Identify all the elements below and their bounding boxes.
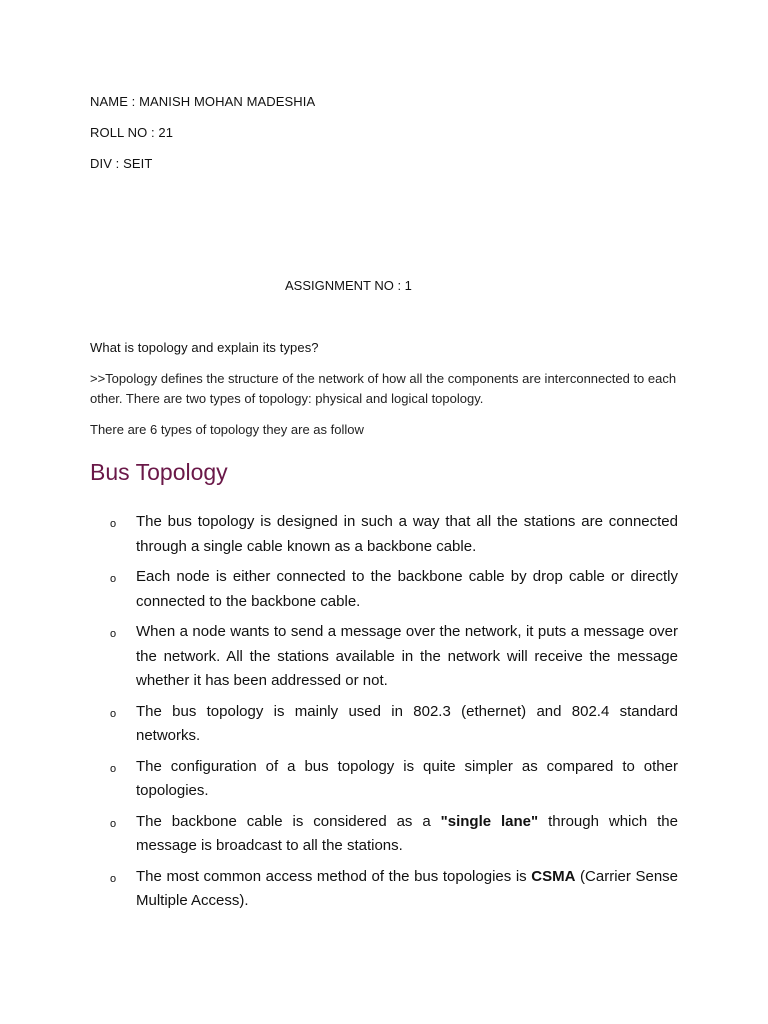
bullet-text-pre: The most common access method of the bus topologies is: [136, 867, 532, 885]
answer-paragraph: >>Topology defines the structure of the network of how all the components are interconnected to each other. There are two types of topology: physical and logical topology.: [90, 371, 677, 406]
bullet-list: [110, 510, 678, 920]
list-item: [110, 700, 678, 749]
list-item: [110, 620, 678, 694]
bullet-text-pre: The backbone cable is considered as a: [136, 812, 441, 830]
assignment-title: ASSIGNMENT NO : 1: [285, 278, 412, 293]
student-name: NAME : MANISH MOHAN MADESHIA: [90, 94, 316, 109]
bullet-marker-icon: o: [110, 573, 117, 585]
list-item: [110, 755, 678, 804]
bullet-text: The bus topology is designed in such a way that all the stations are connected through a single cable known as a backbone cable.: [136, 513, 678, 555]
list-item: [110, 865, 678, 914]
bullet-text: Each node is either connected to the backbone cable by drop cable or directly connected to the backbone cable.: [136, 568, 678, 610]
bullet-marker-icon: o: [110, 762, 117, 775]
bullet-emphasis: "single lane": [440, 812, 539, 830]
bullet-text-post: through which the message is broadcast to all the stations.: [136, 812, 678, 854]
bullet-text: The configuration of a bus topology is quite simpler as compared to other topologies.: [136, 757, 678, 799]
bullet-marker-icon: o: [110, 707, 117, 720]
types-intro: There are 6 types of topology they are as follow: [90, 422, 364, 437]
bullet-text: When a node wants to send a message over the network, it puts a message over the network. All the stations available in the network will receive the message whether it has been addressed or not.: [136, 623, 678, 689]
list-item: [110, 565, 678, 614]
roll-number: ROLL NO : 21: [90, 125, 174, 140]
question-text: What is topology and explain its types?: [90, 340, 319, 355]
division: DIV : SEIT: [90, 156, 153, 171]
bullet-marker-icon: o: [110, 872, 117, 885]
bullet-marker-icon: o: [110, 518, 117, 530]
bullet-marker-icon: o: [110, 817, 117, 830]
list-item: [110, 510, 678, 559]
bullet-emphasis: CSMA: [531, 867, 576, 885]
bullet-marker-icon: o: [110, 628, 117, 640]
list-item: [110, 810, 678, 859]
bullet-text: The bus topology is mainly used in 802.3 (ethernet) and 802.4 standard networks.: [136, 702, 678, 744]
bullet-text-post: (Carrier Sense Multiple Access).: [136, 867, 678, 909]
section-heading: Bus Topology: [90, 459, 228, 485]
